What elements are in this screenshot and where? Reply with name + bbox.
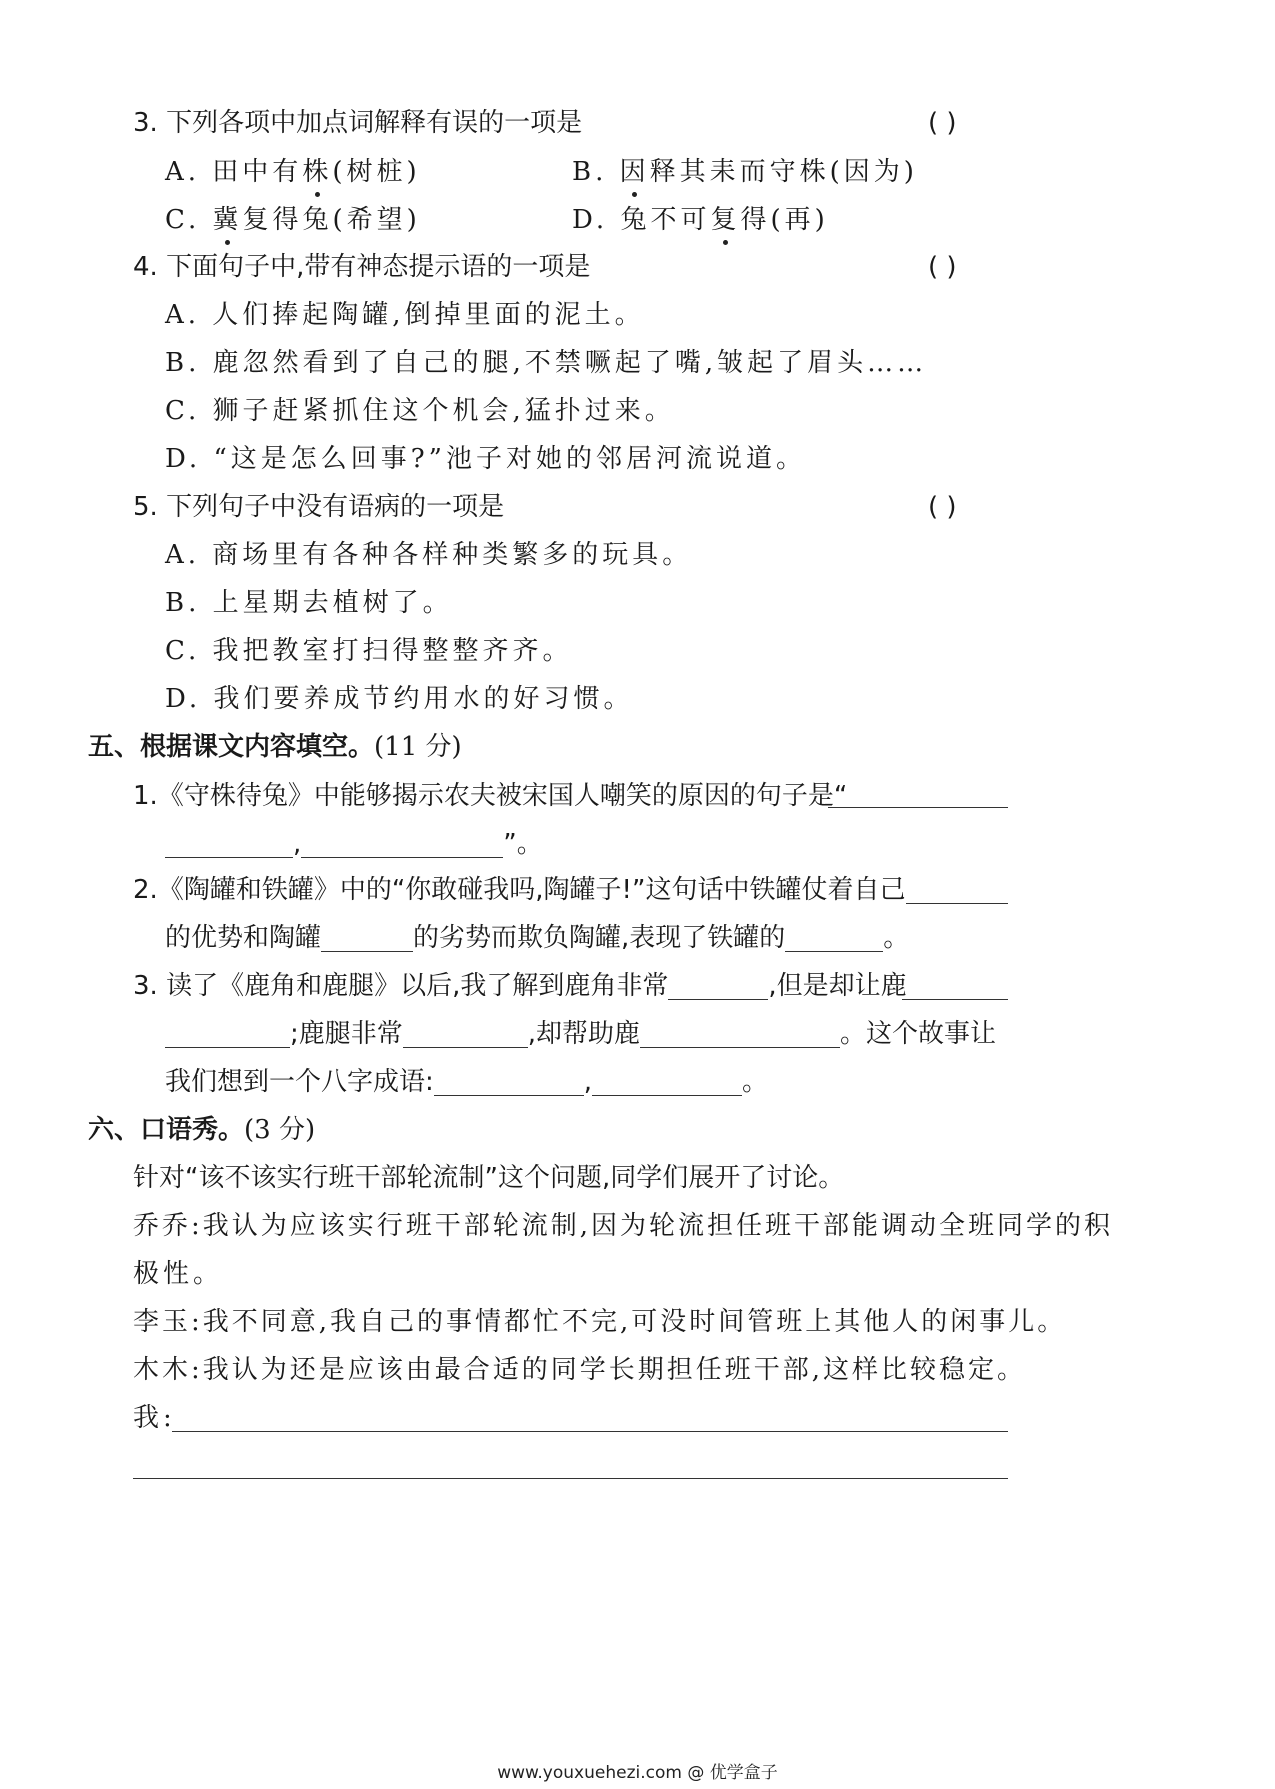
q4-option-d[interactable]: D. “这是怎么回事?”池子对她的邻居河流说道。 [165, 444, 806, 474]
q5-option-a[interactable]: A. 商场里有各种各样种类繁多的玩具。 [165, 540, 693, 570]
q3-option-d[interactable]: D. 兔不可复得(再) [572, 205, 829, 235]
sec5-q3-blank-7[interactable] [592, 1065, 742, 1096]
sec5-q3-blank-5[interactable] [640, 1017, 840, 1048]
q4-option-a[interactable]: A. 人们捧起陶罐,倒掉里面的泥土。 [165, 300, 645, 330]
sec5-q1-line1: 1.《守株待兔》中能够揭示农夫被宋国人嘲笑的原因的句子是“ [133, 781, 848, 811]
q4-option-c[interactable]: C. 狮子赶紧抓住这个机会,猛扑过来。 [165, 396, 675, 426]
q5-stem: 5. 下列句子中没有语病的一项是 [133, 492, 505, 522]
sec6-qiaoqiao-line2: 极性。 [133, 1259, 224, 1289]
q4-answer-paren[interactable]: ( ) [928, 252, 957, 282]
sec5-q1-blank-2[interactable] [165, 827, 293, 858]
sec6-qiaoqiao-line1: 乔乔:我认为应该实行班干部轮流制,因为轮流担任班干部能调动全班同学的积 [133, 1211, 1114, 1241]
section-5-heading: 五、根据课文内容填空。(11 分) [88, 732, 462, 762]
sec5-q2-line1: 2.《陶罐和铁罐》中的“你敢碰我吗,陶罐子!”这句话中铁罐仗着自己 [133, 875, 906, 905]
sec6-answer-line-2[interactable] [133, 1478, 1008, 1479]
q3-option-a[interactable]: A. 田中有株(树桩) [165, 157, 421, 187]
sec5-q1-line2: , ”。 [165, 827, 543, 861]
footer-watermark: www.youxuehezi.com @ 优学盒子 [497, 1763, 778, 1783]
q3-stem: 3. 下列各项中加点词解释有误的一项是 [133, 108, 583, 138]
sec6-me-label: 我: [133, 1403, 176, 1433]
sec5-q3-blank-2[interactable] [902, 999, 1008, 1000]
sec5-q3-blank-6[interactable] [434, 1065, 584, 1096]
sec6-liyu: 李玉:我不同意,我自己的事情都忙不完,可没时间管班上其他人的闲事儿。 [133, 1307, 1067, 1337]
sec5-q1-blank-1[interactable] [828, 807, 1008, 808]
sec5-q3-line1: 3. 读了《鹿角和鹿腿》以后,我了解到鹿角非常 ,但是却让鹿 [133, 971, 907, 1001]
sec5-q3-blank-4[interactable] [403, 1017, 528, 1048]
sec5-q2-line2: 的优势和陶罐 的劣势而欺负陶罐,表现了铁罐的 。 [165, 923, 910, 953]
q5-option-d[interactable]: D. 我们要养成节约用水的好习惯。 [165, 684, 634, 714]
q3-option-b[interactable]: B. 因释其耒而守株(因为) [572, 157, 918, 187]
sec6-intro: 针对“该不该实行班干部轮流制”这个问题,同学们展开了讨论。 [133, 1163, 845, 1193]
sec5-q2-blank-1[interactable] [906, 903, 1008, 904]
sec5-q1-blank-3[interactable] [301, 827, 503, 858]
q4-option-b[interactable]: B. 鹿忽然看到了自己的腿,不禁噘起了嘴,皱起了眉头…… [165, 348, 928, 378]
q5-option-b[interactable]: B. 上星期去植树了。 [165, 588, 453, 618]
sec5-q3-line3: 我们想到一个八字成语: , 。 [165, 1067, 769, 1097]
sec5-q2-blank-2[interactable] [321, 921, 413, 952]
sec5-q3-line2: ;鹿腿非常 ,却帮助鹿 。这个故事让 [165, 1017, 996, 1051]
sec5-q3-blank-3[interactable] [165, 1017, 290, 1048]
q3-answer-paren[interactable]: ( ) [928, 108, 957, 138]
sec5-q2-blank-3[interactable] [785, 921, 883, 952]
sec6-mumu: 木木:我认为还是应该由最合适的同学长期担任班干部,这样比较稳定。 [133, 1355, 1027, 1385]
sec6-answer-line-1[interactable] [172, 1431, 1008, 1432]
sec5-q3-blank-1[interactable] [668, 969, 768, 1000]
q4-stem: 4. 下面句子中,带有神态提示语的一项是 [133, 252, 591, 282]
section-6-heading: 六、口语秀。(3 分) [88, 1115, 316, 1145]
q5-option-c[interactable]: C. 我把教室打扫得整整齐齐。 [165, 636, 573, 666]
q5-answer-paren[interactable]: ( ) [928, 492, 957, 522]
q3-option-c[interactable]: C. 冀复得兔(希望) [165, 205, 421, 235]
